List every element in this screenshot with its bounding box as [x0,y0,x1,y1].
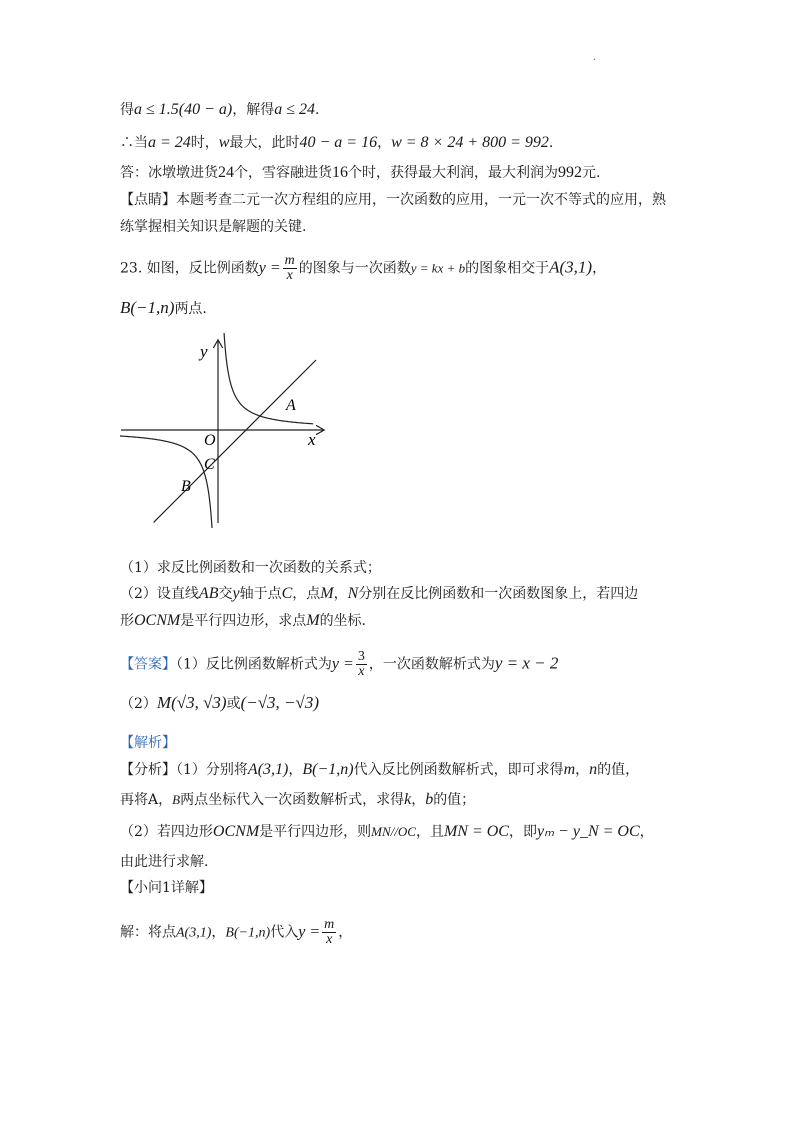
text: . [315,102,320,118]
fraction [283,254,297,283]
math-expr: b [425,791,434,808]
text: 两点. [174,301,207,317]
dianjing-line-1: 【点睛】本题考查二元一次方程组的应用，一次函数的应用，一元一次不等式的应用，熟 [120,192,666,208]
math-expr: B [172,792,181,807]
text: （2）若四边形 [120,824,213,840]
analysis-line-1 [120,760,639,780]
text: 两点坐标代入一次函数解析式，求得 [180,792,405,808]
math-expr: 16 [332,164,348,181]
question-23-line-1 [120,254,606,283]
function-graph [118,333,328,528]
text: ，点 [292,586,321,602]
text: 最大，此时 [229,135,300,151]
text: ，解得 [232,102,275,118]
fraction-numerator: m [324,917,335,932]
math-expr: y = [298,923,321,941]
text: 解：将点 [120,924,176,941]
text-line-2 [120,133,553,153]
answer-line-2 [120,693,319,714]
math-expr: a ≤ 24 [274,101,316,118]
math-expr: B(−1,n) [120,298,175,317]
text: 时， [190,135,219,151]
math-expr: (−√3, −√3) [240,693,320,712]
answer-line-1 [120,650,558,679]
analysis-line-4: 由此进行求解. [120,854,209,870]
text: ，一次函数解析式为 [368,656,495,673]
text: ， [575,762,590,778]
math-expr: a = 24 [148,134,191,151]
math-expr: k [404,791,412,808]
math-expr: a ≤ 1.5(40 − a) [134,101,233,118]
math-expr: y = [258,259,281,277]
dianjing-line-2: 练掌握相关知识是解题的关键. [120,219,307,235]
fraction-denominator: x [286,268,293,283]
text: （1）分别将 [176,762,248,778]
math-expr: m [563,761,576,778]
text: 答：冰墩墩进货 [120,165,218,181]
text: 交 [218,586,233,602]
analysis-line-2 [120,790,475,810]
answer-tag: 【答案】 [120,656,176,673]
text: 元. [582,165,601,181]
text: ，且 [415,824,444,840]
text: （2）设直线 [120,586,199,602]
question-number: 23. 如图，反比例函数 [120,260,259,277]
math-expr: 40 − a = 16 [299,134,378,151]
sub-question-2-line-2 [120,611,366,631]
text: 再将A， [120,792,173,808]
x-axis-label: x [308,430,316,449]
math-expr: OCNM [134,612,181,629]
text: . [548,135,554,151]
math-expr: n [589,761,598,778]
fraction [322,918,336,947]
text-line-1 [120,100,319,120]
math-expr: M [320,585,334,602]
fraction-denominator: x [326,932,333,947]
math-expr: 992 [558,164,582,181]
analysis-tag: 【分析】 [120,762,176,778]
text-line-3 [120,163,600,183]
text: ， [211,924,226,941]
hyperbola-branch-positive [223,333,313,424]
jiexi-heading: 【解析】 [120,735,176,751]
text: 形 [120,613,134,629]
text: 是平行四边形，则 [259,824,372,840]
text: ， [288,762,303,778]
text: 的值； [433,792,476,808]
math-expr: y = x − 2 [494,653,559,673]
text: （1）反比例函数解析式为 [176,656,332,673]
text: ， [338,924,353,941]
hyperbola-branch-negative [120,436,213,528]
text: 得 [120,102,134,118]
math-expr: y = [331,655,354,673]
fraction [356,650,367,679]
point-a-label: A [286,397,296,414]
fraction-numerator: 3 [357,649,365,664]
math-expr: M(√3, √3) [156,693,227,712]
y-axis-label: y [200,342,208,361]
solution-line-1 [120,918,352,947]
question-23-line-2 [120,298,207,319]
text: 分别在反比例函数和一次函数图象上，若四边 [358,586,639,602]
sub-solution-heading: 【小问1详解】 [120,880,213,896]
point-b-label: B [181,478,191,495]
text: 或 [226,696,241,712]
text: 的值， [597,762,640,778]
text: 个时，获得最大利润，最大利润为 [348,165,558,181]
math-expr: A(3,1) [549,257,593,277]
analysis-line-3 [120,822,654,842]
text: 个，雪容融进货 [234,165,332,181]
text: 的坐标. [319,613,367,629]
math-expr: MN//OC [371,824,416,839]
fraction-denominator: x [358,664,365,679]
sub-question-1: （1）求反比例函数和一次函数的关系式； [120,560,381,576]
math-expr: y [232,585,240,602]
math-expr: AB [198,585,219,602]
text: 代入反比例函数解析式，即可求得 [353,762,564,778]
math-expr: OCNM [212,823,260,840]
text: 是平行四边形，求点 [180,613,307,629]
page-mark: . [592,52,596,63]
math-expr: y = kx + b [410,260,466,276]
math-expr: w [218,134,230,151]
math-expr: MN = OC [443,823,509,840]
text: ，即 [508,824,537,840]
linear-function-line [154,360,316,522]
math-expr: N [347,585,359,602]
math-expr: yₘ − y_N = OC [536,823,640,840]
text: 代入 [270,924,299,941]
math-expr: A(3,1) [247,761,289,778]
point-c-label: C [204,456,215,473]
origin-label: O [204,432,216,449]
text: ， [639,824,654,840]
math-expr: M [306,612,320,629]
text: ， [377,135,392,151]
math-expr: A(3,1) [176,925,212,941]
sub-question-2-line-1 [120,584,638,604]
math-expr: 24 [218,164,234,181]
text: （2） [120,696,157,712]
math-expr: B(−1,n) [302,761,354,778]
text: ， [592,260,607,277]
text: 的图象与一次函数 [298,260,411,277]
fraction-numerator: m [284,253,295,268]
text: ∴当 [120,135,148,151]
math-expr: B(−1,n) [225,925,271,941]
text: ， [411,792,426,808]
math-expr: C [281,585,293,602]
text: ， [333,586,348,602]
text: 的图象相交于 [465,260,550,277]
text: 轴于点 [239,586,282,602]
math-expr: w = 8 × 24 + 800 = 992 [391,134,549,151]
